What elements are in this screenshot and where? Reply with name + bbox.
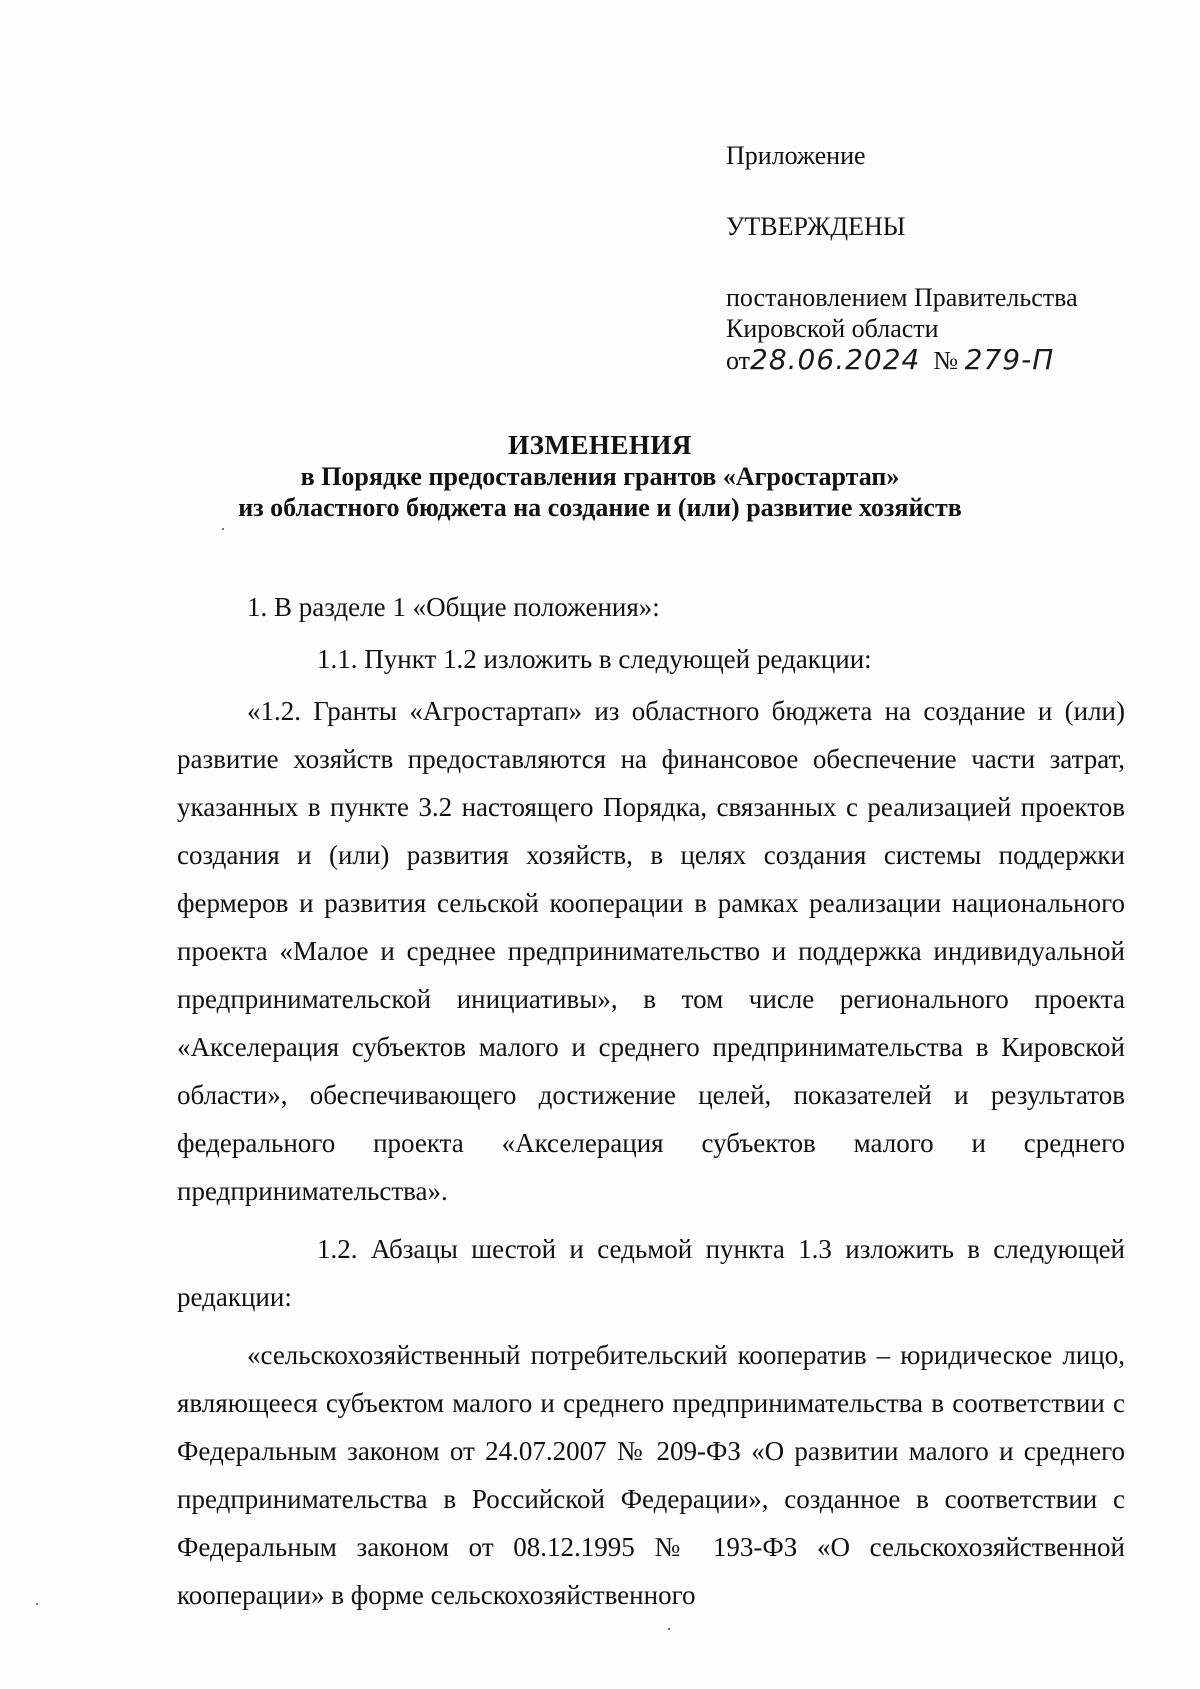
paragraph (177, 583, 1125, 631)
paragraph (177, 1331, 1125, 1619)
approved-by-line-1: постановлением Правительства (726, 283, 1078, 312)
paragraph (177, 635, 1125, 683)
title-line-2: в Порядке предоставления грантов «Агростартап» (300, 462, 900, 491)
paragraph-text: «сельскохозяйственный потребительский кооператив – юридическое лицо, являющееся субъектом малого и среднего предпринимательства в соответствии с Федеральным законом от 24.07.2007 № 209-ФЗ «О развитии малого и среднего предпринимательства в Российской Федерации», созданное в соответствии с Федеральным законом от 08.12.1995 № 193-ФЗ «О сельскохозяйственной кооперации» в форме сельскохозяйственного (177, 1340, 1125, 1610)
paragraph-text: «1.2. Гранты «Агростартап» из областного бюджета на создание и (или) развитие хозяйств предоставляются на финансовое обеспечение части затрат, указанных в пункте 3.2 настоящего Порядка, связанных с реализацией проектов создания и (или) развития хозяйств, в целях создания системы поддержки фермеров и развития сельской кооперации в рамках реализации национального проекта «Малое и среднее предпринимательство и поддержка индивидуальной предпринимательской инициативы», в том числе регионального проекта «Акселерация субъектов малого и среднего предпринимательства в Кировской области», обеспечивающего достижение целей, показателей и результатов федерального проекта «Акселерация субъектов малого и среднего предпринимательства». (177, 696, 1125, 1206)
paragraph-number: 1.1. (317, 644, 358, 674)
handwritten-date: 28.06.2024 (750, 343, 921, 376)
approved-by-line-2: Кировской области (726, 314, 939, 343)
number-prefix: № (933, 346, 959, 375)
paragraph-text: 1. В разделе 1 «Общие положения»: (247, 592, 660, 622)
scan-speck (36, 1603, 38, 1605)
approval-block (726, 140, 1146, 376)
date-prefix: от (726, 346, 751, 375)
title-line-3: из областного бюджета на создание и (или) развитие хозяйств (238, 493, 962, 522)
scan-speck (668, 1628, 670, 1630)
approved-label: УТВЕРЖДЕНЫ (726, 212, 906, 241)
paragraph-number: 1.2. (317, 1234, 358, 1264)
handwritten-number: 279-П (964, 343, 1055, 376)
approval-date-number-line (726, 344, 1146, 376)
annex-label: Приложение (726, 141, 866, 170)
paragraph-text: Пункт 1.2 изложить в следующей редакции: (364, 644, 872, 674)
paragraph (177, 1225, 1125, 1321)
title-line-1: ИЗМЕНЕНИЯ (508, 430, 692, 460)
scan-speck (222, 528, 224, 530)
document-title (0, 430, 1200, 523)
paragraph-text: Абзацы шестой и седьмой пункта 1.3 изложить в следующей редакции: (177, 1234, 1126, 1312)
document-body (177, 583, 1125, 1629)
paragraph (177, 687, 1125, 1215)
